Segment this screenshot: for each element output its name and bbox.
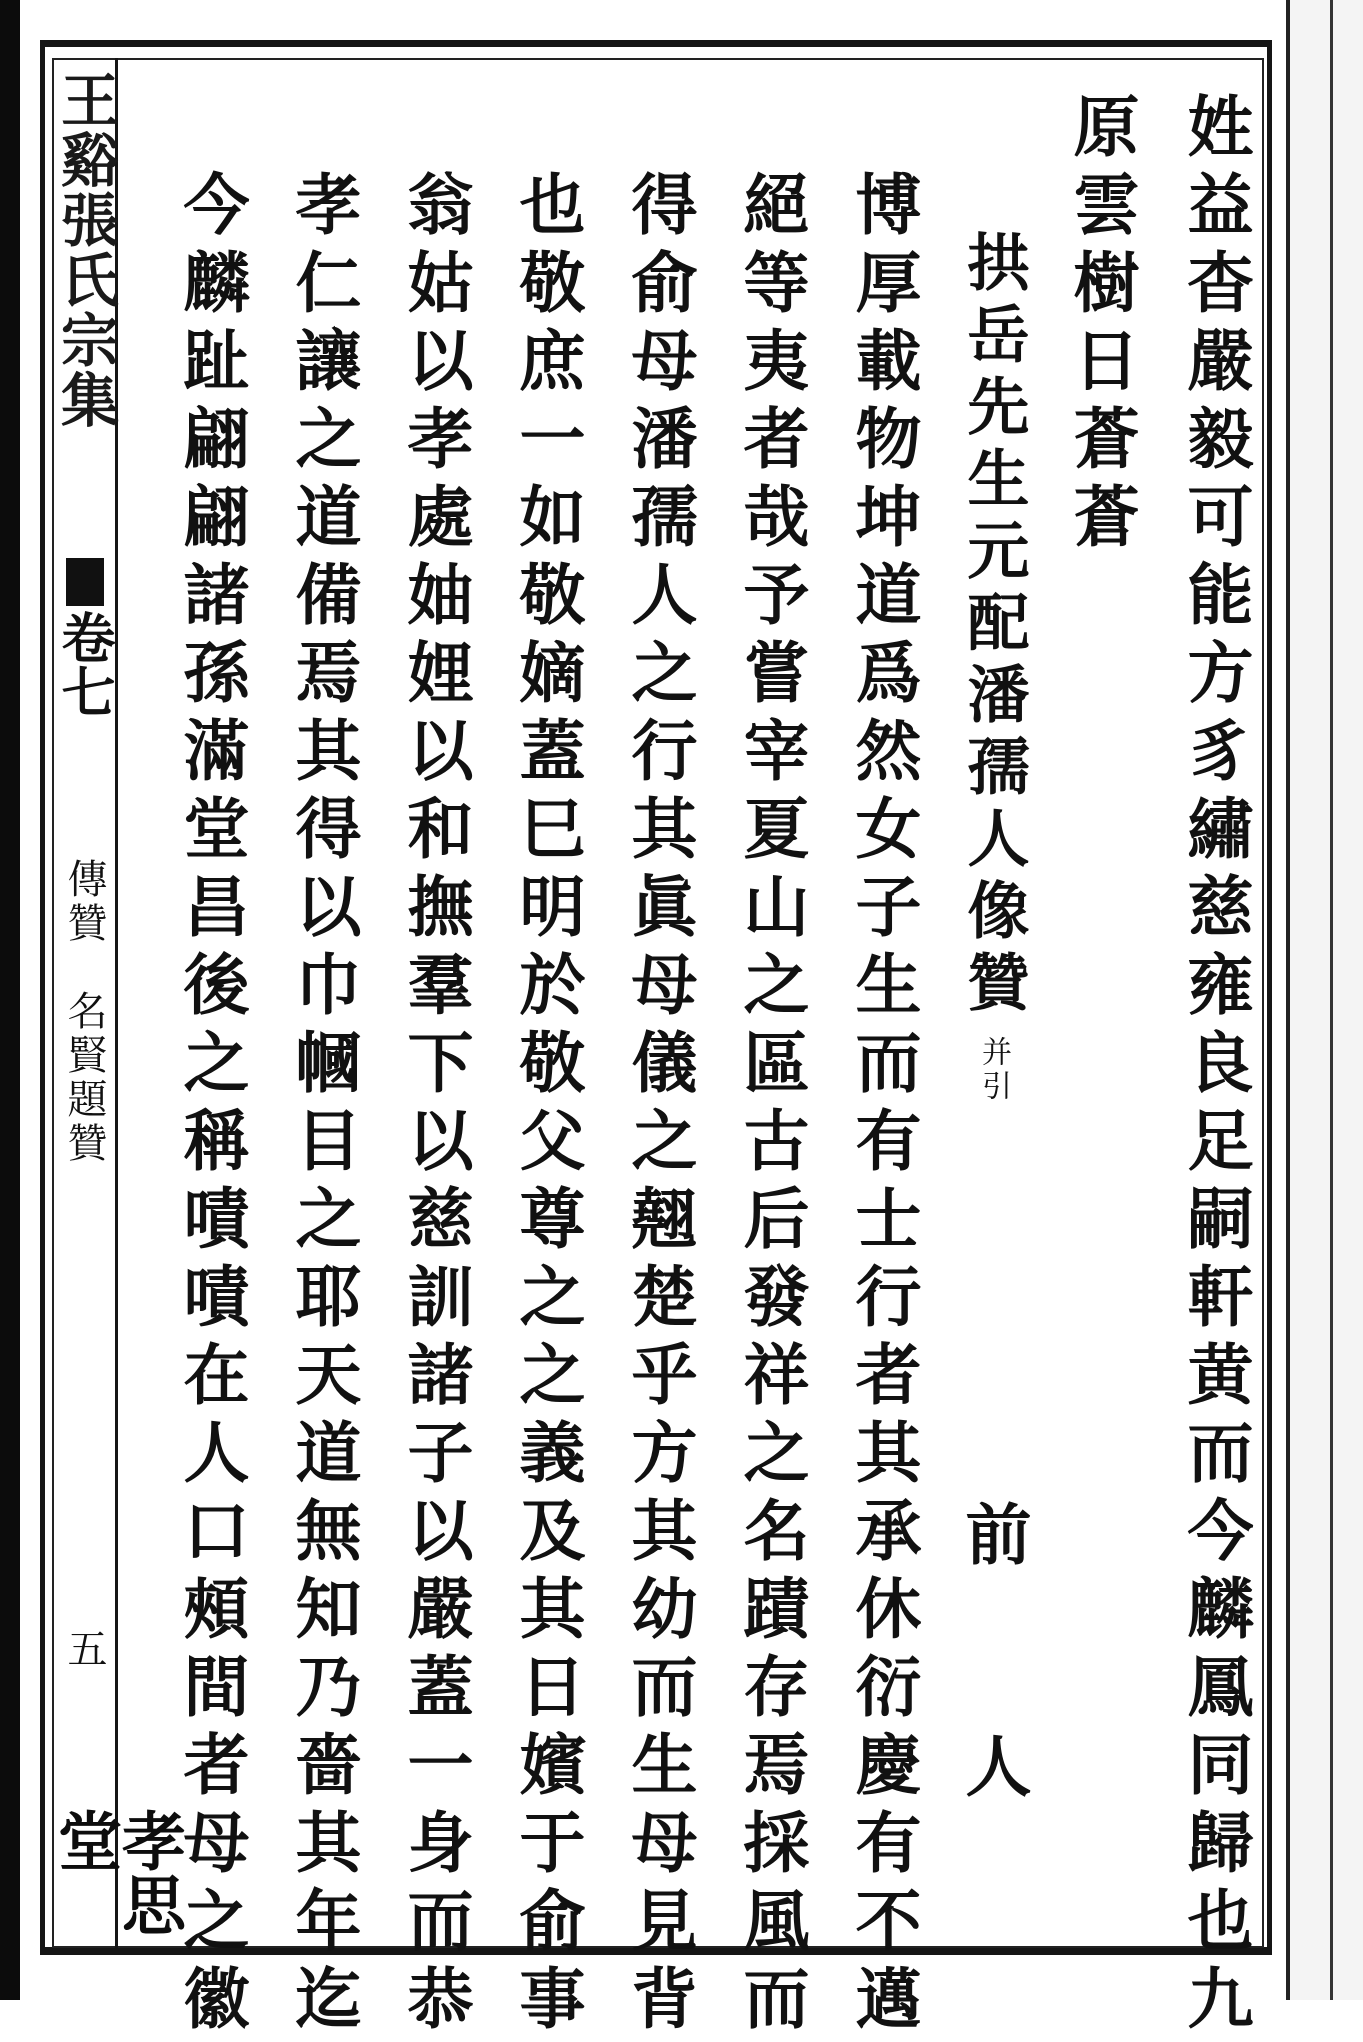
section-title: 傳贊 名賢題贊 bbox=[61, 858, 107, 1166]
text-column-5: 絕等夷者哉予嘗宰夏山之區古后發祥之名蹟存焉採風而 bbox=[732, 170, 810, 2042]
page-number: 五 bbox=[61, 1628, 107, 1668]
article-author: 前 人 bbox=[954, 1500, 1032, 1848]
hall-name: 孝思堂 bbox=[47, 1808, 186, 1936]
adjacent-page-edge bbox=[1286, 0, 1363, 2000]
text-column-9: 孝仁讓之道備焉其得以巾幗目之耶天道無知乃嗇其年迄 bbox=[284, 170, 362, 2042]
article-heading bbox=[958, 230, 1028, 1104]
banxin-margin bbox=[47, 58, 186, 1948]
fish-tail-mark bbox=[66, 558, 104, 606]
text-column-2: 原雲樹日蒼蒼 bbox=[1062, 92, 1140, 560]
binding-edge bbox=[0, 0, 20, 2000]
text-column-1: 姓益杳嚴毅可能方豸繡慈雍良足嗣軒黄而今麟鳳同歸也九 bbox=[1176, 92, 1254, 2042]
article-title-note: 并引 bbox=[976, 1036, 1011, 1104]
volume-number: 卷七 bbox=[53, 610, 117, 718]
text-column-4: 博厚載物坤道爲然女子生而有士行者其承休衍慶有不邁 bbox=[844, 170, 922, 2042]
text-column-8: 翁姑以孝處妯娌以和撫羣下以慈訓諸子以嚴蓋一身而恭 bbox=[396, 170, 474, 2042]
article-title: 拱岳先生元配潘孺人像贊 bbox=[957, 230, 1030, 1022]
book-title: 王谿張氏宗集 bbox=[51, 70, 119, 430]
text-column-7: 也敬庶一如敬嫡蓋巳明於敬父尊之之義及其日嬪于俞事 bbox=[508, 170, 586, 2042]
text-column-6: 得俞母潘孺人之行其眞母儀之翹楚乎方其幼而生母見背 bbox=[620, 170, 698, 2042]
text-column-10: 今麟趾翩翩諸孫滿堂昌後之稱嘖嘖在人口頰間者母之徽 bbox=[172, 170, 250, 2042]
